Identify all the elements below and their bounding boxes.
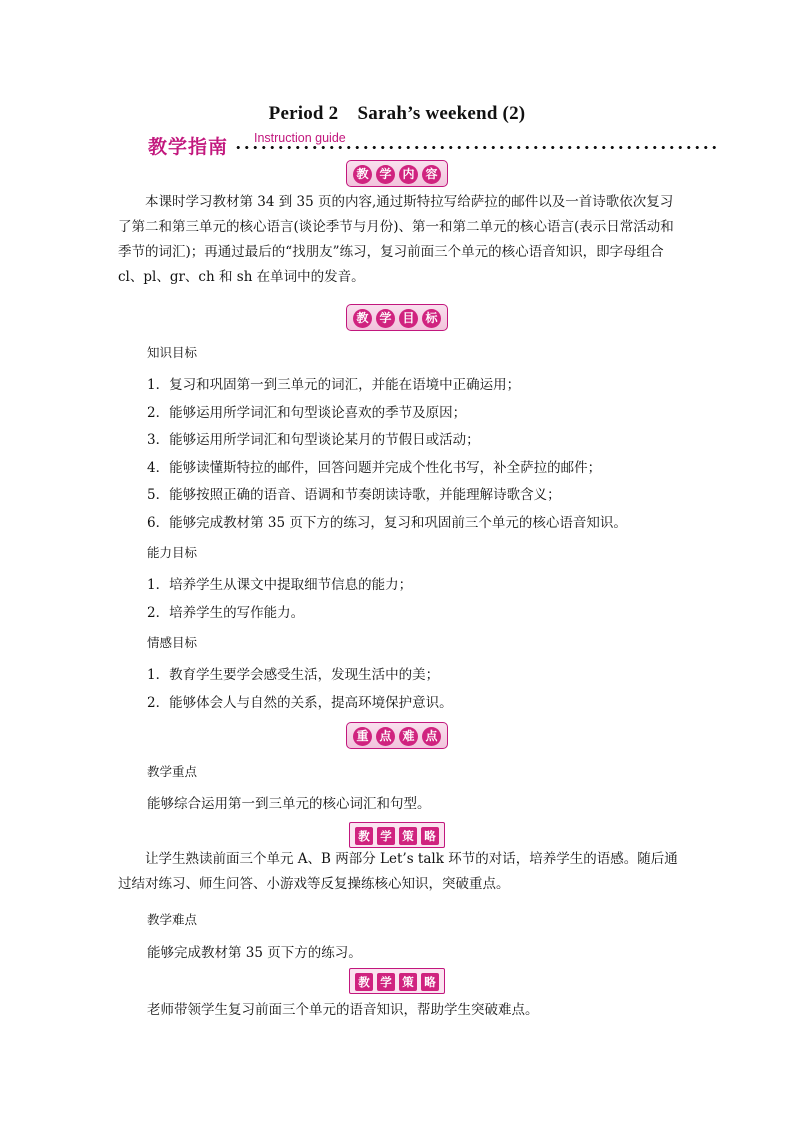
badge-char: 策 <box>399 973 417 991</box>
focus-strategy-paragraph: 让学生熟读前面三个单元 A、B 两部分 Let’s talk 环节的对话，培养学生的语感。随后通过结对练习、师生问答、小游戏等反复操练核心知识，突破重点。 <box>118 851 678 892</box>
section-badge-keypoints-wrap <box>0 722 794 749</box>
emotion-heading: 情感目标 <box>147 635 198 650</box>
guide-title-cn: 教学指南 <box>148 136 229 158</box>
ability-list <box>147 574 707 629</box>
difficulty-heading: 教学难点 <box>147 912 198 927</box>
section-badge-content <box>346 160 448 187</box>
badge-char: 目 <box>399 309 418 328</box>
list-item: 2．能够运用所学词汇和句型谈论喜欢的季节及原因； <box>147 404 467 421</box>
list-item: 2．能够体会人与自然的关系，提高环境保护意识。 <box>147 694 453 711</box>
ability-heading: 能力目标 <box>147 545 198 560</box>
badge-char: 学 <box>376 309 395 328</box>
badge-char: 教 <box>355 827 373 845</box>
strategy-badge-focus <box>349 822 445 848</box>
list-item: 4．能够读懂斯特拉的邮件，回答问题并完成个性化书写，补全萨拉的邮件； <box>147 459 602 476</box>
difficulty-strategy-text: 老师带领学生复习前面三个单元的语音知识，帮助学生突破难点。 <box>147 1002 539 1018</box>
section-badge-goals-wrap <box>0 304 794 331</box>
strategy-badge-difficulty <box>349 968 445 994</box>
list-item: 6．能够完成教材第 35 页下方的练习，复习和巩固前三个单元的核心语音知识。 <box>147 514 627 531</box>
list-item: 1．培养学生从课文中提取细节信息的能力； <box>147 577 413 593</box>
knowledge-list <box>147 374 707 539</box>
dotted-divider <box>234 145 718 150</box>
focus-heading: 教学重点 <box>147 764 198 779</box>
section-badge-goals <box>346 304 448 331</box>
list-item: 2．培养学生的写作能力。 <box>147 604 305 621</box>
intro-paragraph: 本课时学习教材第 34 到 35 页的内容,通过斯特拉写给萨拉的邮件以及一首诗歌依次复习了第二和第三单元的核心语言(谈论季节与月份)、第一和第二单元的核心语言(表示日常活动和季节的词汇)；再通过最后的“找朋友”练习，复习前面三个单元的核心语音知识，即字母组合 cl、pl、gr、ch 和 sh 在单词中的发音。 <box>118 194 674 285</box>
badge-char: 教 <box>353 165 372 184</box>
badge-char: 教 <box>353 309 372 328</box>
list-item: 1．复习和巩固第一到三单元的词汇，并能在语境中正确运用； <box>147 377 521 393</box>
badge-char: 学 <box>376 165 395 184</box>
list-item: 3．能够运用所学词汇和句型谈论某月的节假日或活动； <box>147 432 480 448</box>
section-badge-content-wrap <box>0 160 794 187</box>
focus-text: 能够综合运用第一到三单元的核心词汇和句型。 <box>147 796 431 812</box>
badge-char: 容 <box>422 165 441 184</box>
badge-char: 标 <box>422 309 441 328</box>
list-item: 5．能够按照正确的语音、语调和节奏朗读诗歌，并能理解诗歌含义； <box>147 487 561 503</box>
strategy-badge-focus-wrap <box>0 822 794 848</box>
badge-char: 学 <box>377 827 395 845</box>
badge-char: 难 <box>399 727 418 746</box>
list-item: 1．教育学生要学会感受生活，发现生活中的美； <box>147 667 440 683</box>
emotion-list <box>147 664 707 719</box>
section-badge-keypoints <box>346 722 448 749</box>
badge-char: 略 <box>421 827 439 845</box>
strategy-badge-difficulty-wrap <box>0 968 794 994</box>
badge-char: 策 <box>399 827 417 845</box>
instruction-guide-header <box>148 130 718 158</box>
badge-char: 点 <box>422 727 441 746</box>
badge-char: 学 <box>377 973 395 991</box>
badge-char: 点 <box>376 727 395 746</box>
badge-char: 教 <box>355 973 373 991</box>
badge-char: 略 <box>421 973 439 991</box>
page-title: Period 2 Sarah’s weekend (2) <box>268 103 526 124</box>
guide-title-en: Instruction guide <box>254 131 346 145</box>
badge-char: 内 <box>399 165 418 184</box>
badge-char: 重 <box>353 727 372 746</box>
difficulty-text: 能够完成教材第 35 页下方的练习。 <box>147 945 362 961</box>
knowledge-heading: 知识目标 <box>147 345 198 360</box>
